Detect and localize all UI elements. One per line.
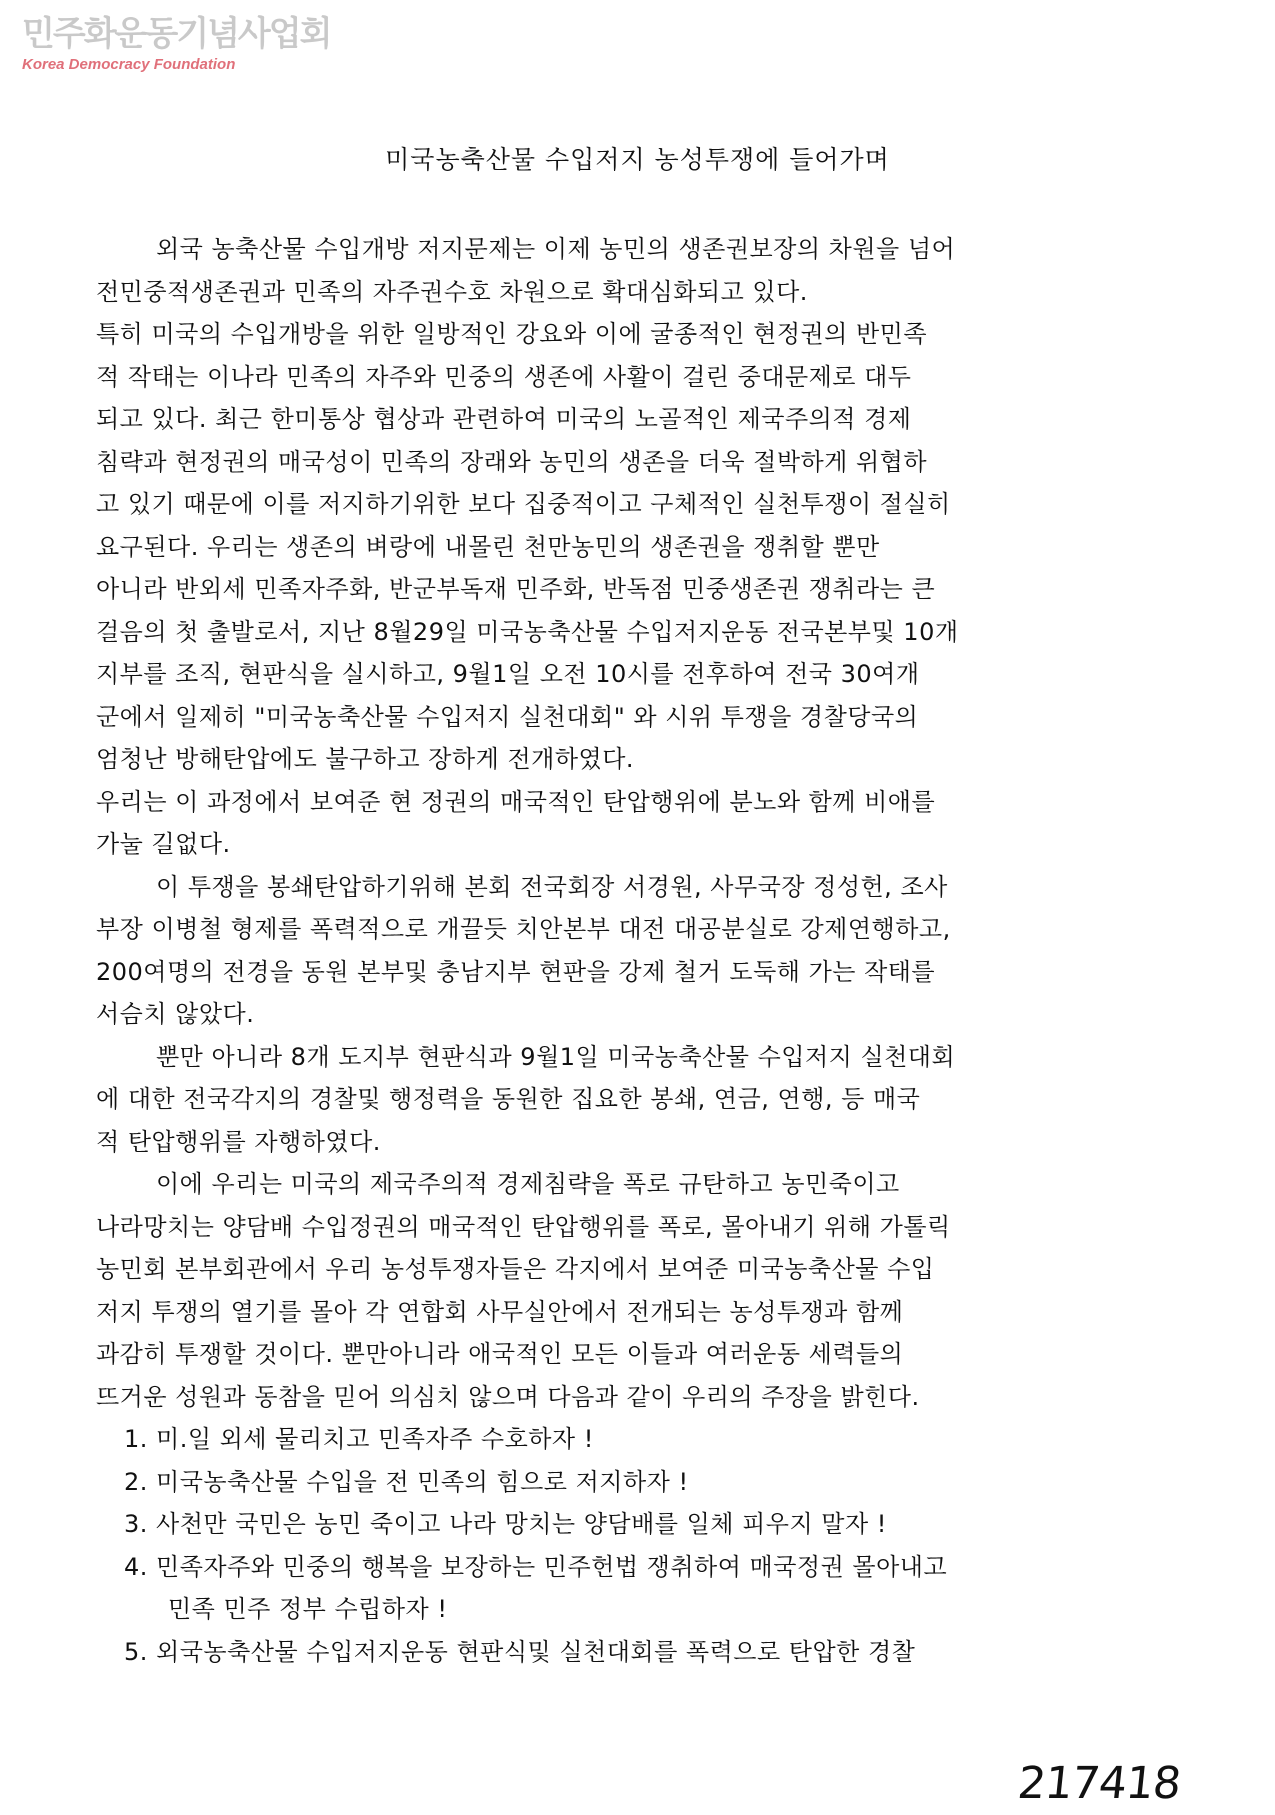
logo-korean-text: 민주화운동기념사업회 xyxy=(22,14,331,54)
demand-item: 4. 민족자주와 민중의 행복을 보장하는 민주헌법 쟁취하여 매국정권 몰아내고 xyxy=(124,1552,948,1581)
demand-item: 3. 사천만 국민은 농민 죽이고 나라 망치는 양담배를 일체 피우지 말자 ! xyxy=(124,1510,887,1538)
demand-item: 2. 미국농축산물 수입을 전 민족의 힘으로 저지하자 ! xyxy=(124,1467,689,1496)
body-line: 적 탄압행위를 자행하였다. xyxy=(96,1127,381,1156)
body-line: 요구된다. 우리는 생존의 벼랑에 내몰린 천만농민의 생존권을 쟁취할 뿐만 xyxy=(96,532,880,561)
body-line: 농민회 본부회관에서 우리 농성투쟁자들은 각지에서 보여준 미국농축산물 수입 xyxy=(96,1255,935,1283)
body-line: 적 작태는 이나라 민족의 자주와 민중의 생존에 사활이 걸린 중대문제로 대두 xyxy=(96,362,912,391)
body-line: 가눌 길없다. xyxy=(96,830,231,858)
body-line: 고 있기 때문에 이를 저지하기위한 보다 집중적이고 구체적인 실천투쟁이 절실히 xyxy=(96,490,951,518)
document-title: 미국농축산물 수입저지 농성투쟁에 들어가며 xyxy=(385,145,890,174)
body-line: 외국 농축산물 수입개방 저지문제는 이제 농민의 생존권보장의 차원을 넘어 xyxy=(156,235,956,263)
handwritten-document-number: 217418 xyxy=(1015,1758,1183,1809)
demand-item-continued: 민족 민주 정부 수립하자 ! xyxy=(168,1595,448,1623)
body-line: 걸음의 첫 출발로서, 지난 8월29일 미국농축산물 수입저지운동 전국본부및 10개 xyxy=(96,617,959,646)
body-line: 되고 있다. 최근 한미통상 협상과 관련하여 미국의 노골적인 제국주의적 경제 xyxy=(96,405,912,433)
body-line: 우리는 이 과정에서 보여준 현 정권의 매국적인 탄압행위에 분노와 함께 비애를 xyxy=(96,787,936,816)
foundation-logo xyxy=(22,14,330,74)
body-line: 뿐만 아니라 8개 도지부 현판식과 9월1일 미국농축산물 수입저지 실천대회 xyxy=(156,1042,956,1071)
body-line: 아니라 반외세 민족자주화, 반군부독재 민주화, 반독점 민중생존권 쟁취라는 큰 xyxy=(96,575,936,603)
demand-item: 5. 외국농축산물 수입저지운동 현판식및 실천대회를 폭력으로 탄압한 경찰 xyxy=(124,1637,916,1666)
body-line: 이 투쟁을 봉쇄탄압하기위해 본회 전국회장 서경원, 사무국장 정성헌, 조사 xyxy=(156,872,948,901)
document-body xyxy=(96,228,1221,1673)
body-line: 나라망치는 양담배 수입정권의 매국적인 탄압행위를 폭로, 몰아내기 위해 가톨릭 xyxy=(96,1212,951,1241)
body-line: 뜨거운 성원과 동참을 믿어 의심치 않으며 다음과 같이 우리의 주장을 밝힌다. xyxy=(96,1382,920,1411)
body-line: 저지 투쟁의 열기를 몰아 각 연합회 사무실안에서 전개되는 농성투쟁과 함께 xyxy=(96,1297,904,1326)
body-line: 엄청난 방해탄압에도 불구하고 장하게 전개하였다. xyxy=(96,745,635,773)
body-line: 특히 미국의 수입개방을 위한 일방적인 강요와 이에 굴종적인 현정권의 반민족 xyxy=(96,320,928,348)
body-line: 침략과 현정권의 매국성이 민족의 장래와 농민의 생존을 더욱 절박하게 위협하 xyxy=(96,447,928,476)
body-line: 전민중적생존권과 민족의 자주권수호 차원으로 확대심화되고 있다. xyxy=(96,277,808,306)
body-line: 200여명의 전경을 동원 본부및 충남지부 현판을 강제 철거 도둑해 가는 작태를 xyxy=(96,957,936,986)
body-line: 이에 우리는 미국의 제국주의적 경제침략을 폭로 규탄하고 농민죽이고 xyxy=(156,1170,900,1198)
body-line: 서슴치 않았다. xyxy=(96,1000,255,1028)
logo-english-text: Korea Democracy Foundation xyxy=(22,56,236,73)
body-line: 과감히 투쟁할 것이다. 뿐만아니라 애국적인 모든 이들과 여러운동 세력들의 xyxy=(96,1340,904,1368)
body-line: 군에서 일제히 "미국농축산물 수입저지 실천대회" 와 시위 투쟁을 경찰당국의 xyxy=(96,702,919,731)
body-line: 부장 이병철 형제를 폭력적으로 개끌듯 치안본부 대전 대공분실로 강제연행하고, xyxy=(96,915,951,943)
demand-item: 1. 미.일 외세 물리치고 민족자주 수호하자 ! xyxy=(124,1425,594,1453)
body-line: 에 대한 전국각지의 경찰및 행정력을 동원한 집요한 봉쇄, 연금, 연행, 등 매국 xyxy=(96,1085,921,1113)
body-line: 지부를 조직, 현판식을 실시하고, 9월1일 오전 10시를 전후하여 전국 30여개 xyxy=(96,660,920,688)
